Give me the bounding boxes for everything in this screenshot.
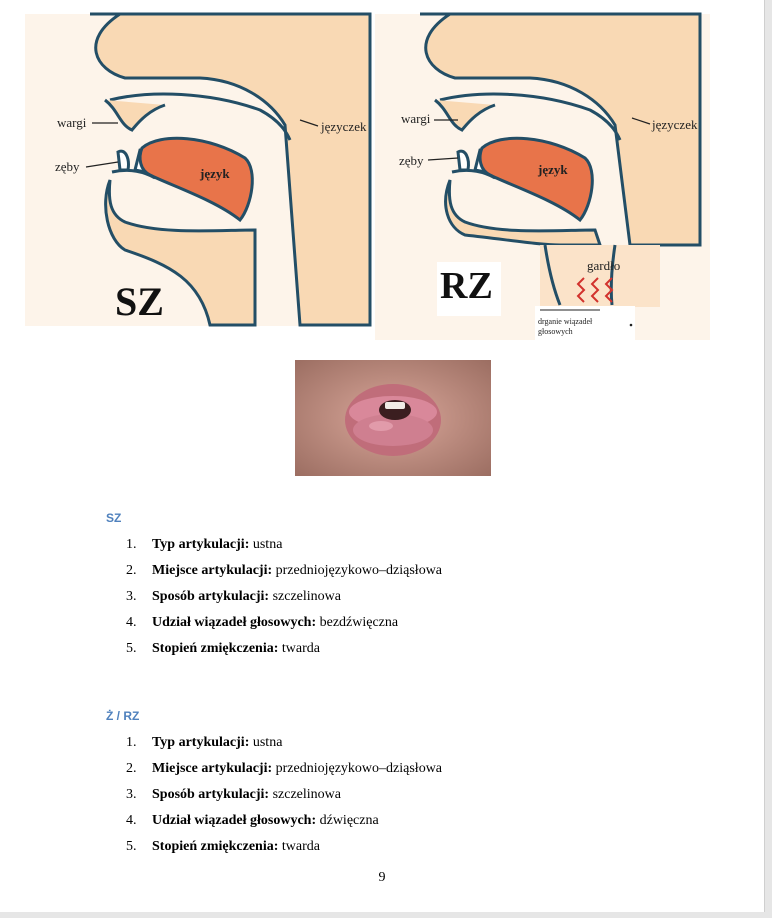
label-teeth: zęby (399, 153, 424, 168)
list-item: 3. Sposób artykulacji: szczelinowa (126, 589, 341, 604)
mouth-photo (295, 360, 491, 476)
page-number: 9 (378, 870, 386, 885)
sound-label-sz: SZ (115, 279, 164, 324)
list-item: 4. Udział wiązadeł głosowych: bezdźwięczna (126, 615, 399, 630)
sound-label-rz: RZ (440, 265, 493, 307)
list-item: 2. Miejsce artykulacji: przedniojęzykowo–dziąsłowa (126, 761, 443, 776)
label-throat: gardło (587, 258, 621, 273)
property-list-sz (126, 535, 442, 665)
diagram-sz (25, 14, 370, 326)
label-uvula: języczek (652, 117, 698, 132)
diagram-rz (375, 14, 710, 340)
section-heading-sz: SZ (106, 511, 122, 525)
label-lips: wargi (401, 111, 431, 126)
list-item: 2. Miejsce artykulacji: przedniojęzykowo–dziąsłowa (126, 563, 443, 578)
label-lips: wargi (57, 115, 87, 130)
list-item: 5. Stopień zmiękczenia: twarda (126, 641, 320, 656)
articulation-diagrams (0, 0, 764, 345)
list-item: 5. Stopień zmiękczenia: twarda (126, 839, 320, 854)
property-list-rz (126, 733, 442, 863)
list-item: 4. Udział wiązadeł głosowych: dźwięczna (126, 813, 379, 828)
section-heading-rz: Ż / RZ (106, 709, 140, 723)
label-teeth: zęby (55, 159, 80, 174)
label-vibration: drganie wiązadeł głosowych (538, 317, 593, 336)
label-tongue: język (538, 162, 568, 177)
label-tongue: język (200, 166, 230, 181)
label-uvula: języczek (321, 119, 367, 134)
list-item: 3. Sposób artykulacji: szczelinowa (126, 787, 341, 802)
list-item: 1. Typ artykulacji: ustna (126, 537, 283, 552)
list-item: 1. Typ artykulacji: ustna (126, 735, 283, 750)
